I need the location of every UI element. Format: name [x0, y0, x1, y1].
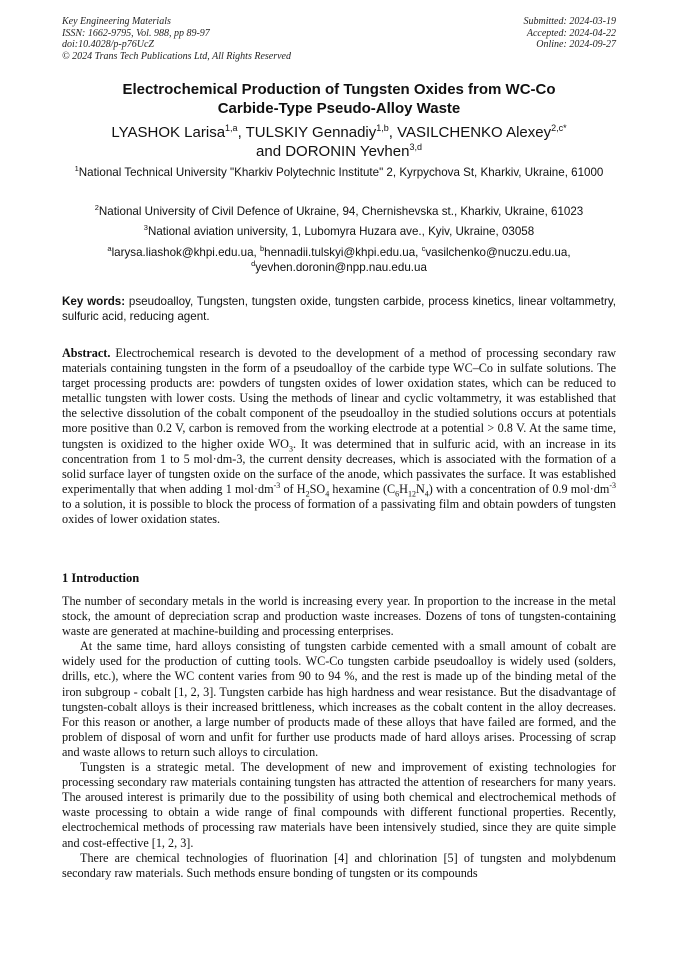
- author-3-sup: 2,c*: [551, 123, 567, 133]
- abstract-sub: 2: [305, 489, 310, 499]
- author-separator: ,: [237, 124, 246, 141]
- abstract-sub: 6: [395, 489, 400, 499]
- intro-paragraph-2: At the same time, hard alloys consisting of tungsten carbide cemented with a small amount of cobalt are widely used for the production of cutting tools. WC-Co tungsten carbide pseudoalloy is widely used (solders, drills, etc.), where the WC content varies from 90 to 94 %, and the rest is made up of the binding metal of the iron subgroup - cobalt [1, 2, 3]. Tungsten carbide has high hardness and wear resistance. But the disadvantage of tungsten-cobalt alloys is their increased brittleness, which increases as the cobalt content in the alloy decreases. For this reason or another, a large number of products made of these alloys that have failed are formed, and the problem of disposal of worn and unfit for further use products made of hard alloys arises. Processing of scrap and waste allows to return such alloys to circulation.: [62, 639, 616, 759]
- email-c: vasilchenko@nuczu.edu.ua,: [425, 246, 571, 259]
- email-list: [62, 245, 616, 275]
- affiliation-2-number: 2: [94, 203, 99, 213]
- author-4-sup: 3,d: [409, 142, 422, 152]
- email-b-sup: b: [260, 244, 265, 254]
- copyright-line: © 2024 Trans Tech Publications Ltd, All Rights Reserved: [62, 50, 291, 62]
- abstract-text: Electrochemical research is devoted to the development of a method of processing secondary raw materials containing tungsten in the form of a pseudoalloy of the carbide type WC–Co in sulfate solutions. The target processing products are: powders of tungsten oxides of lower oxidation states, which can be reduced to metallic tungsten with lower costs. Using the methods of linear and cyclic voltammetry, it was established that the selective dissolution of the cobalt component of the pseudoalloy in the studied solutions occurs at potentials more positive than 0.2 V, carbon is removed from the working electrode at a potential > 0.8 V. At the same time, tungsten is oxidized to the higher oxide WO: [62, 346, 616, 451]
- abstract-sub: 3: [288, 444, 293, 453]
- email-c-sup: c: [421, 244, 426, 254]
- affiliation-1-text: National Technical University "Kharkiv Polytechnic Institute" 2, Kyrpychova St, Kharkiv, Ukraine, 61000: [78, 166, 604, 179]
- keywords-text: pseudoalloy, Tungsten, tungsten oxide, tungsten carbide, process kinetics, linear voltammetry, sulfuric acid, reducing agent.: [62, 295, 616, 323]
- intro-paragraph-4: There are chemical technologies of fluorination [4] and chlorination [5] of tungsten and molybdenum secondary raw materials. Such methods ensure bonding of tungsten or its compounds: [62, 850, 616, 880]
- author-1-sup: 1,a: [225, 123, 238, 133]
- abstract-sup: -3: [609, 480, 617, 490]
- journal-name: Key Engineering Materials: [62, 16, 171, 27]
- title-line-2: Carbide-Type Pseudo-Alloy Waste: [217, 100, 461, 117]
- email-a: larysa.liashok@khpi.edu.ua,: [111, 246, 260, 259]
- abstract-text: ) with a concentration of 0.9 mol·dm: [428, 481, 610, 496]
- affiliation-1-number: 1: [74, 164, 79, 174]
- affiliation-3-number: 3: [143, 223, 148, 233]
- abstract-text: H: [399, 481, 408, 496]
- affiliation-1: [62, 165, 616, 180]
- abstract: [62, 346, 616, 527]
- intro-paragraph-1: The number of secondary metals in the world is increasing every year. In proportion to the increase in the metal stock, the amount of depreciation scrap and production waste increases. Dozens of tons of tungsten-containing waste are generated at machine-building and processing enterprises.: [62, 594, 616, 639]
- abstract-text: hexamine (C: [329, 481, 396, 496]
- abstract-text: to a solution, it is possible to block the process of formation of a passivating film and obtain powders of tungsten oxides of lower oxidation states.: [62, 496, 616, 527]
- intro-body: [62, 594, 616, 881]
- author-2-sup: 1,b: [376, 123, 389, 133]
- email-a-sup: a: [107, 244, 112, 254]
- journal-header-right: [524, 16, 617, 51]
- abstract-text: . It was determined that in sulfuric acid, with an increase in its concentration from 1 to 5 mol·dm-3, the current density decreases, which is associated with the formation of a solid surface layer of tungsten oxide on the surface of the anode, which passivates the surface. It was established experimentally that when adding 1 mol·dm: [62, 436, 617, 496]
- intro-paragraph-3: Tungsten is a strategic metal. The development of new and improvement of existing technologies for processing secondary raw materials containing tungsten has attracted the attention of researchers for many years. The aroused interest is primarily due to the possibility of using both chemical and electrochemical methods of waste processing to obtain a wide range of final compounds with different functional properties. Recently, electrochemical methods of processing raw materials have been intensively studied, since they are quite simple and cost-effective [1, 2, 3].: [62, 760, 616, 850]
- email-b: hennadii.tulskyi@khpi.edu.ua,: [264, 246, 422, 259]
- keywords: [62, 294, 616, 324]
- abstract-label: Abstract.: [62, 346, 111, 360]
- submitted-date: Submitted: 2024-03-19: [523, 16, 616, 27]
- abstract-sup: -3: [273, 480, 281, 490]
- affiliation-3-text: National aviation university, 1, Lubomyra Huzara ave., Kyiv, Ukraine, 03058: [147, 225, 535, 238]
- accepted-date: Accepted: 2024-04-22: [526, 27, 616, 39]
- author-conjunction: and: [256, 143, 286, 160]
- affiliation-3: [62, 224, 616, 239]
- paper-title: [62, 80, 616, 118]
- online-date: Online: 2024-09-27: [536, 39, 616, 50]
- author-separator: ,: [388, 124, 398, 141]
- title-line-1: Electrochemical Production of Tungsten Oxides from WC-Co: [122, 81, 556, 98]
- abstract-text: N: [415, 481, 425, 496]
- author-2: TULSKIY Gennadiy: [245, 124, 377, 141]
- email-d: yevhen.doronin@npp.nau.edu.ua: [255, 261, 427, 274]
- author-4: DORONIN Yevhen: [285, 143, 410, 160]
- journal-header-left: [62, 16, 291, 62]
- abstract-sub: 12: [407, 489, 416, 499]
- affiliation-2-text: National University of Civil Defence of Ukraine, 94, Chernishevska st., Kharkiv, Ukraine, 61023: [98, 205, 584, 218]
- abstract-text: SO: [309, 481, 326, 496]
- author-3: VASILCHENKO Alexey: [397, 124, 552, 141]
- author-1: LYASHOK Larisa: [111, 124, 226, 141]
- abstract-text: of H: [280, 481, 306, 496]
- section-heading-introduction: 1 Introduction: [62, 571, 140, 585]
- doi-line: doi:10.4028/p-p76UcZ: [62, 39, 154, 50]
- abstract-sub: 4: [424, 489, 429, 499]
- affiliation-2: [62, 204, 616, 219]
- author-list: [62, 123, 616, 161]
- email-d-sup: d: [251, 259, 256, 269]
- issn-line: ISSN: 1662-9795, Vol. 988, pp 89-97: [62, 27, 210, 39]
- keywords-label: Key words:: [62, 295, 126, 308]
- abstract-sub: 4: [325, 489, 330, 499]
